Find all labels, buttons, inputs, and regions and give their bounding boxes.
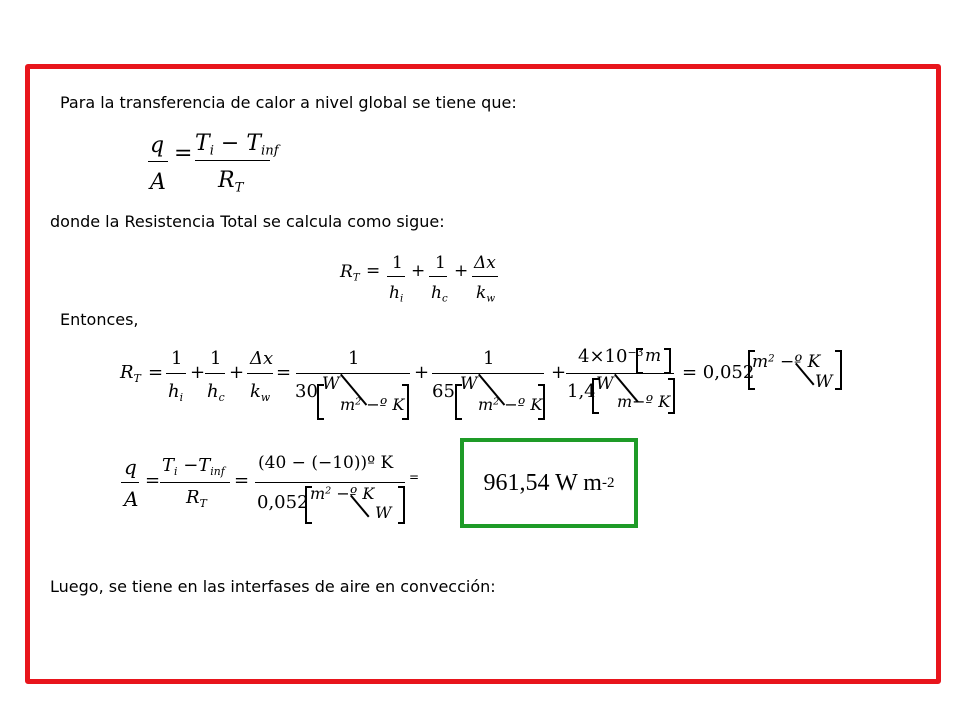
then-text: Entonces, (60, 310, 139, 329)
result-box: 961,54 W m -2 (460, 438, 638, 528)
a-symbol: A (150, 170, 166, 195)
total-resistance-symbol: $R_T$ (218, 168, 244, 196)
intro-text: Para la transferencia de calor a nivel global se tiene que: (60, 93, 517, 112)
result-value: 961,54 W m (483, 469, 602, 496)
q-symbol: q (150, 133, 165, 158)
resistance-intro-text: donde la Resistencia Total se calcula como sigue: (50, 212, 445, 231)
temp-difference: $T_i - T_{inf}$ (195, 131, 279, 159)
conclusion-text: Luego, se tiene en las interfases de aire en convección: (50, 577, 496, 596)
